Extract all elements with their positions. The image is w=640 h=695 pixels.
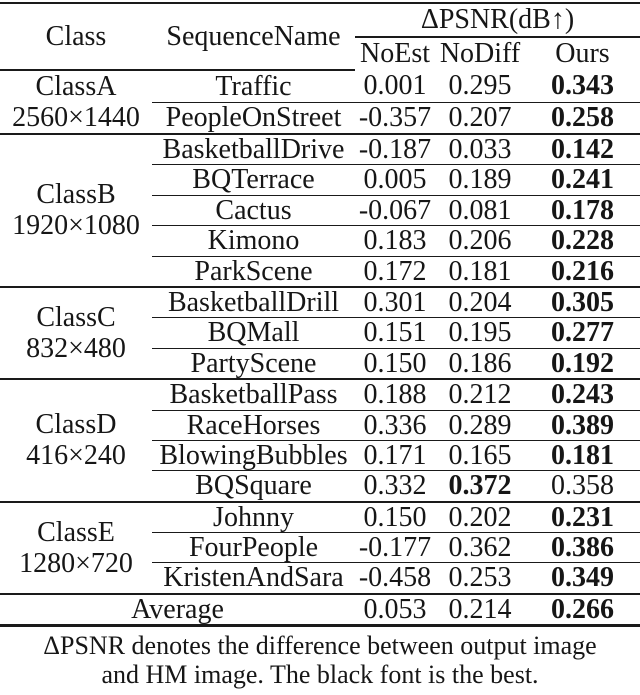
value-nodiff: 0.165: [435, 440, 525, 470]
sequence-name: RaceHorses: [152, 410, 355, 440]
value-noest: 0.150: [355, 502, 435, 533]
value-noest: -0.458: [355, 563, 435, 594]
class-cell: [0, 502, 152, 594]
value-ours: 0.142: [525, 134, 640, 165]
value-noest: 0.183: [355, 226, 435, 256]
class-cell: [0, 70, 152, 134]
header-delta-psnr: ΔPSNR(dB↑): [355, 3, 640, 37]
sequence-row: [0, 379, 640, 410]
sequence-name: Kimono: [152, 226, 355, 256]
table-header: [0, 3, 640, 70]
value-nodiff: 0.372: [435, 471, 525, 502]
value-ours: 0.343: [551, 70, 614, 102]
value-noest: 0.172: [355, 256, 435, 287]
header-noest: NoEst: [360, 38, 430, 69]
value-nodiff: 0.253: [435, 563, 525, 594]
value-nodiff: 0.204: [435, 287, 525, 318]
class-cell: [0, 287, 152, 379]
sequence-row: [0, 502, 640, 533]
value-nodiff: 0.206: [435, 226, 525, 256]
class-name: ClassA: [35, 71, 117, 102]
value-nodiff: 0.207: [435, 102, 525, 134]
sequence-row: [0, 134, 640, 165]
value-nodiff: 0.081: [435, 195, 525, 225]
value-noest: 0.332: [355, 471, 435, 502]
header-sequence-name: SequenceName: [152, 3, 355, 70]
value-ours: 0.277: [525, 318, 640, 348]
class-name: ClassE: [37, 516, 115, 548]
sequence-name: KristenAndSara: [152, 563, 355, 594]
value-ours: 0.231: [525, 502, 640, 533]
value-ours: 0.243: [525, 379, 640, 410]
sequence-row: [0, 70, 640, 102]
sequence-name: BQTerrace: [152, 165, 355, 195]
value-ours: 0.181: [525, 440, 640, 470]
sequence-name: BasketballDrill: [152, 287, 355, 318]
value-ours: 0.258: [525, 102, 640, 134]
table-body: [0, 70, 640, 626]
caption-line-1: ΔPSNR denotes the difference between output image: [43, 631, 597, 661]
value-nodiff: 0.189: [435, 165, 525, 195]
average-row: [0, 594, 640, 626]
class-resolution: 832×480: [26, 333, 126, 365]
header-ours: Ours: [555, 38, 610, 69]
sequence-name: Johnny: [152, 502, 355, 533]
class-cell: [0, 379, 152, 502]
value-ours: 0.389: [525, 410, 640, 440]
sequence-name: BasketballPass: [152, 379, 355, 410]
sequence-name: BlowingBubbles: [152, 440, 355, 470]
value-noest: -0.177: [355, 533, 435, 563]
sequence-name: PartyScene: [152, 348, 355, 379]
class-name: ClassB: [36, 179, 116, 211]
average-value-nodiff: 0.214: [435, 594, 525, 626]
table-caption: [0, 631, 640, 689]
value-noest: 0.001: [363, 70, 427, 102]
value-noest: 0.005: [355, 165, 435, 195]
average-label: Average: [0, 594, 355, 626]
class-resolution: 1280×720: [19, 547, 133, 579]
value-noest: 0.151: [355, 318, 435, 348]
value-nodiff: 0.195: [435, 318, 525, 348]
value-ours: 0.305: [525, 287, 640, 318]
class-name: ClassC: [36, 302, 116, 334]
sequence-row: [0, 287, 640, 318]
value-nodiff: 0.295: [448, 70, 512, 102]
header-class: Class: [0, 3, 152, 70]
sequence-name: PeopleOnStreet: [152, 102, 355, 134]
value-ours: 0.386: [525, 533, 640, 563]
sequence-name: Cactus: [152, 195, 355, 225]
value-noest: -0.187: [355, 134, 435, 165]
class-cell: [0, 134, 152, 287]
value-ours: 0.228: [525, 226, 640, 256]
sequence-name: FourPeople: [152, 533, 355, 563]
class-resolution: 2560×1440: [12, 102, 140, 133]
value-noest: 0.336: [355, 410, 435, 440]
sequence-name: ParkScene: [152, 256, 355, 287]
caption-line-2: and HM image. The black font is the best.: [101, 660, 539, 690]
value-ours: 0.358: [525, 471, 640, 502]
class-name: ClassD: [35, 409, 117, 441]
average-value-noest: 0.053: [355, 594, 435, 626]
value-ours: 0.241: [525, 165, 640, 195]
class-resolution: 1920×1080: [12, 210, 140, 242]
header-row-top: [0, 3, 640, 37]
class-resolution: 416×240: [26, 440, 126, 472]
value-nodiff: 0.202: [435, 502, 525, 533]
header-nodiff: NoDiff: [439, 38, 521, 69]
sequence-name: BQMall: [152, 318, 355, 348]
sequence-name: Traffic: [215, 70, 292, 102]
value-ours: 0.178: [525, 195, 640, 225]
results-table: [0, 2, 640, 627]
average-value-ours: 0.266: [525, 594, 640, 626]
value-noest: -0.357: [355, 102, 435, 134]
value-noest: -0.067: [355, 195, 435, 225]
value-ours: 0.192: [525, 348, 640, 379]
value-noest: 0.171: [355, 440, 435, 470]
value-ours: 0.349: [525, 563, 640, 594]
value-nodiff: 0.212: [435, 379, 525, 410]
value-nodiff: 0.362: [435, 533, 525, 563]
value-noest: 0.301: [355, 287, 435, 318]
value-nodiff: 0.186: [435, 348, 525, 379]
value-nodiff: 0.033: [435, 134, 525, 165]
value-noest: 0.150: [355, 348, 435, 379]
value-nodiff: 0.181: [435, 256, 525, 287]
sequence-name: BasketballDrive: [152, 134, 355, 165]
value-nodiff: 0.289: [435, 410, 525, 440]
sequence-name: BQSquare: [152, 471, 355, 502]
value-noest: 0.188: [355, 379, 435, 410]
value-ours: 0.216: [525, 256, 640, 287]
